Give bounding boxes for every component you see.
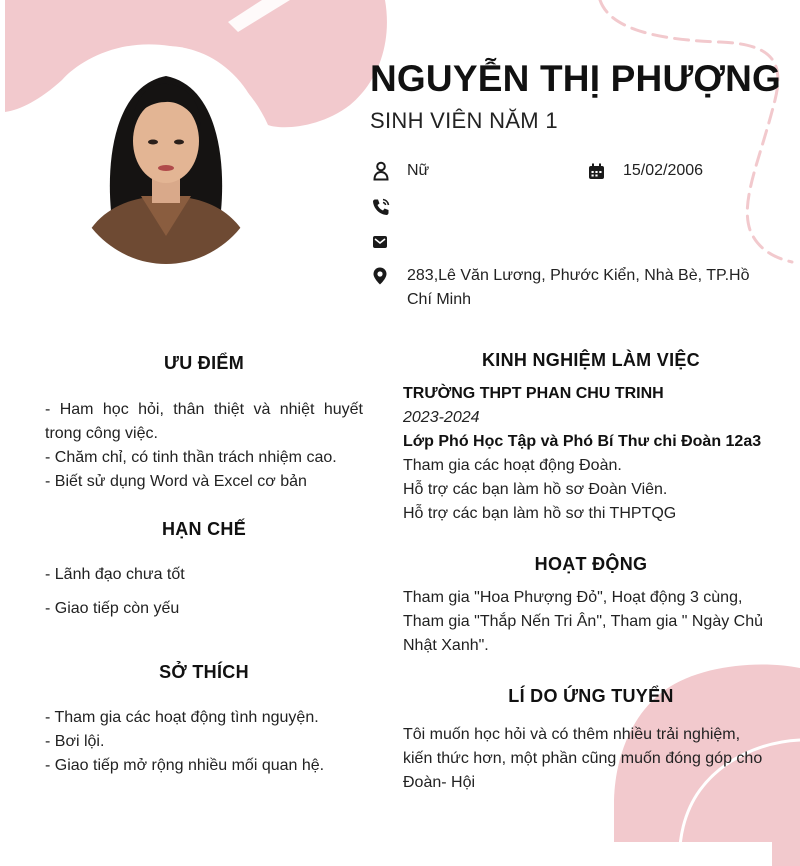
hobby-item: - Bơi lội. <box>45 733 105 750</box>
experience-organization: TRƯỜNG THPT PHAN CHU TRINH <box>403 385 664 402</box>
experience-detail: Tham gia các hoạt động Đoàn. <box>403 457 622 474</box>
email-row <box>372 230 407 254</box>
top-right-dashed-curve <box>600 0 792 262</box>
strengths-title: ƯU ĐIỂM <box>163 353 245 373</box>
hobbies-list <box>45 706 363 778</box>
strength-item: - Biết sử dụng Word và Excel cơ bản <box>45 473 307 490</box>
hobby-item: - Giao tiếp mở rộng nhiều mối quan hệ. <box>45 757 325 774</box>
weaknesses-list <box>45 563 363 621</box>
address-row <box>372 264 756 312</box>
mail-icon <box>372 230 394 254</box>
phone-row <box>372 195 407 219</box>
birthdate-value: 15/02/2006 <box>623 162 704 179</box>
candidate-role: SINH VIÊN NĂM 1 <box>370 108 558 133</box>
weakness-item: - Giao tiếp còn yếu <box>45 600 180 617</box>
gender-row <box>372 159 429 183</box>
candidate-name: NGUYỄN THỊ PHƯỢNG <box>370 58 782 99</box>
location-pin-icon <box>372 264 394 291</box>
experience-period: 2023-2024 <box>403 409 480 426</box>
activities-text: Tham gia "Hoa Phượng Đỏ", Hoạt động 3 cùng, Tham gia "Thắp Nến Tri Ân", Tham gia " Ngày Chủ Nhật Xanh". <box>403 589 764 654</box>
strength-item: - Chăm chỉ, có tinh thần trách nhiệm cao. <box>45 449 337 466</box>
phone-icon <box>372 195 394 219</box>
hobby-item: - Tham gia các hoạt động tình nguyện. <box>45 709 319 726</box>
reason-title: LÍ DO ỨNG TUYỂN <box>508 686 674 706</box>
gender-value: Nữ <box>407 162 430 179</box>
person-icon <box>372 159 394 183</box>
bottom-white-bar <box>612 842 772 866</box>
experience-detail: Hỗ trợ các bạn làm hồ sơ thi THPTQG <box>403 505 677 522</box>
calendar-icon <box>588 159 610 183</box>
activities-title: HOẠT ĐỘNG <box>534 554 648 574</box>
address-value: 283,Lê Văn Lương, Phước Kiển, Nhà Bè, TP.Hồ Chí Minh <box>407 267 750 308</box>
experience-content <box>403 382 779 526</box>
profile-photo <box>66 46 266 264</box>
weakness-item: - Lãnh đạo chưa tốt <box>45 566 185 583</box>
reason-text: Tôi muốn học hỏi và có thêm nhiều trải nghiệm, kiến thức hơn, một phần cũng muốn đóng góp cho Đoàn- Hội <box>403 726 763 791</box>
experience-title: KINH NGHIỆM LÀM VIỆC <box>481 350 700 370</box>
birthdate-row <box>588 159 703 183</box>
experience-position: Lớp Phó Học Tập và Phó Bí Thư chi Đoàn 12a3 <box>403 433 762 450</box>
profile-photo-illustration <box>66 46 266 264</box>
hobbies-title: SỞ THÍCH <box>159 662 249 682</box>
experience-detail: Hỗ trợ các bạn làm hồ sơ Đoàn Viên. <box>403 481 668 498</box>
strength-item: - Ham học hỏi, thân thiệt và nhiệt huyết trong công việc. <box>45 401 363 442</box>
strengths-list <box>45 398 363 494</box>
weaknesses-title: HẠN CHẾ <box>161 519 247 539</box>
